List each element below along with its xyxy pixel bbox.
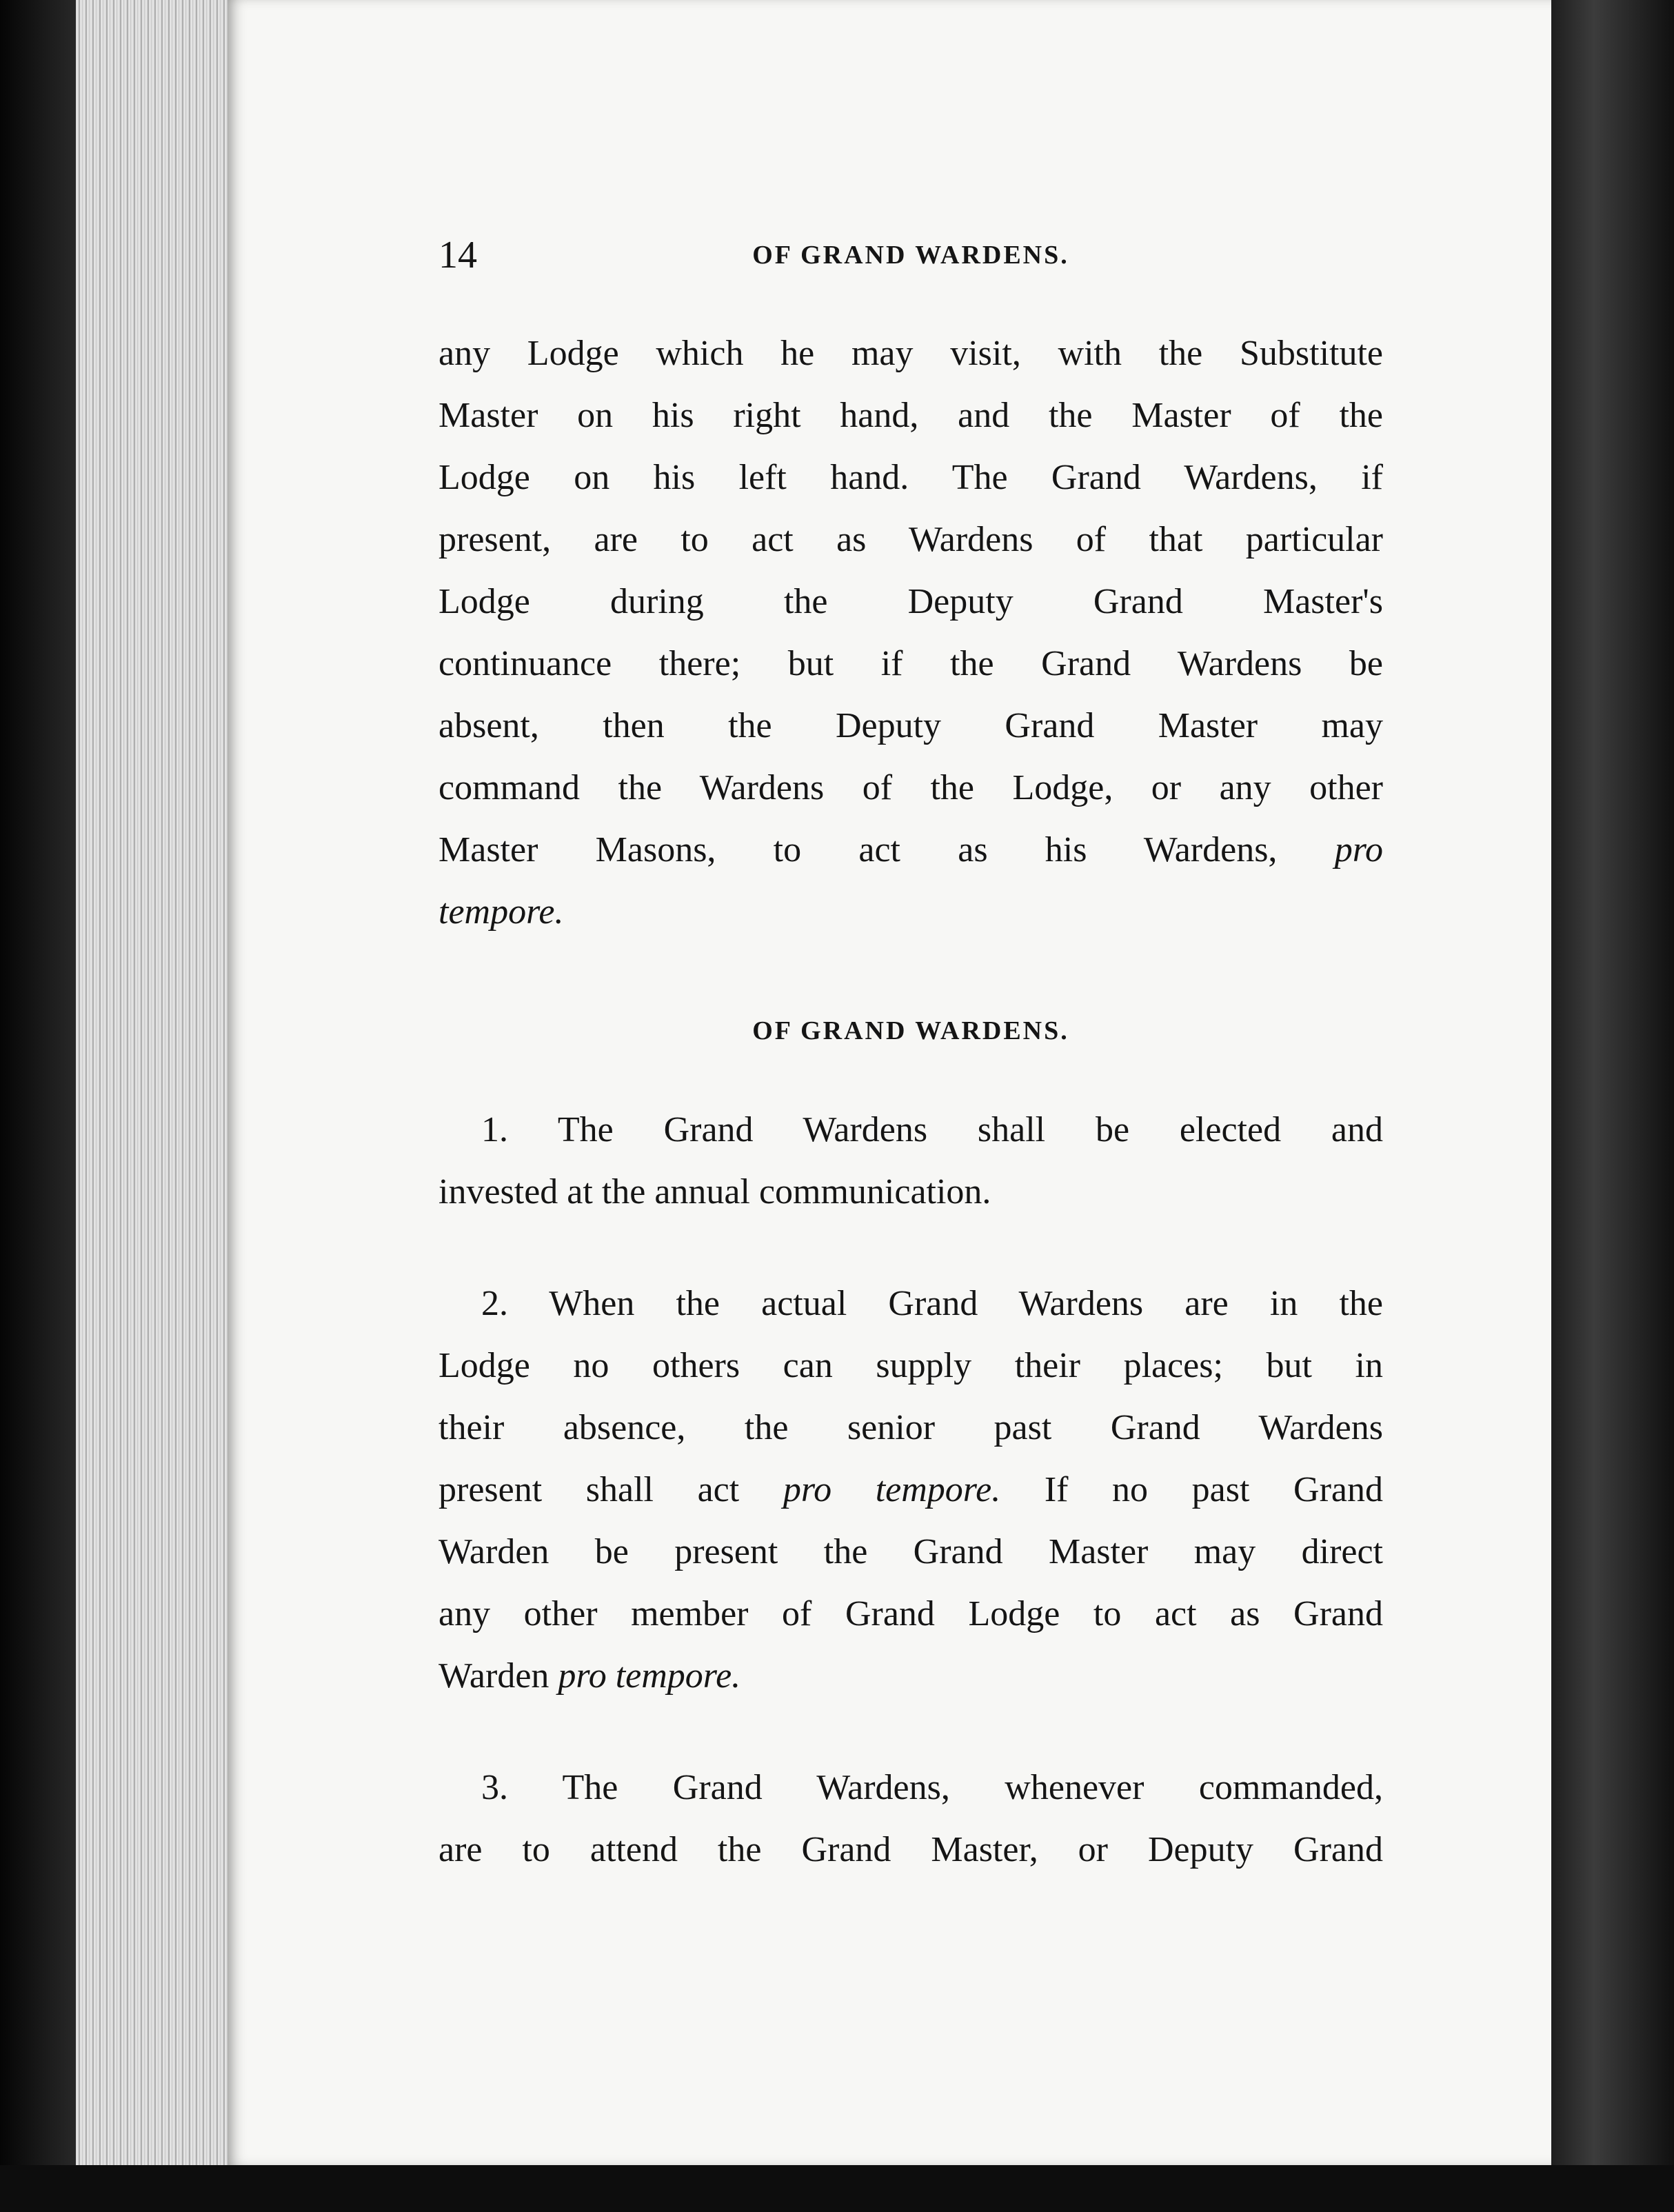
text-line: any Lodge which he may visit, with the Substitute [438, 334, 1383, 373]
section-heading: OF GRAND WARDENS. [752, 1016, 1069, 1045]
text-line: Lodge during the Deputy Grand Master's [438, 582, 1383, 621]
italic-text: pro tempore. [558, 1656, 741, 1696]
italic-text: pro tempore. [783, 1470, 1001, 1509]
text-segment: Warden [438, 1656, 549, 1696]
text-line: 2. When the actual Grand Wardens are in the [481, 1284, 1383, 1323]
text-line: continuance there; but if the Grand Wardens be [438, 644, 1383, 683]
article-2 [438, 1273, 1383, 1707]
text-line: Lodge on his left hand. The Grand Wardens, if [438, 458, 1383, 497]
text-line: Lodge no others can supply their places; but in [438, 1346, 1383, 1385]
text-line [438, 1459, 1383, 1521]
text-line: are to attend the Grand Master, or Deputy Grand [438, 1830, 1383, 1869]
running-head [438, 228, 1383, 283]
text-segment: If no past Grand [1044, 1470, 1383, 1509]
text-line: present, are to act as Wardens of that particular [438, 520, 1383, 559]
text-segment: Master Masons, to act as his Wardens, [438, 830, 1278, 869]
running-title: OF GRAND WARDENS. [752, 241, 1069, 270]
text-line: command the Wardens of the Lodge, or any other [438, 768, 1383, 807]
text-line: absent, then the Deputy Grand Master may [438, 706, 1383, 745]
page-edges [76, 0, 234, 2179]
text-segment: present shall act [438, 1470, 740, 1509]
paragraph-gap [438, 1707, 1383, 1757]
article-1 [438, 1099, 1383, 1223]
page-number: 14 [438, 234, 477, 276]
article-3 [438, 1757, 1383, 1881]
bottom-edge-shadow [0, 2165, 1674, 2212]
text-line: any other member of Grand Lodge to act as Grand [438, 1594, 1383, 1633]
text-line [438, 881, 1383, 943]
text-line [438, 1645, 1383, 1707]
paragraph-gap [438, 1223, 1383, 1273]
text-line: 1. The Grand Wardens shall be elected and [481, 1110, 1383, 1149]
page-body [438, 323, 1383, 1881]
right-binding-shadow [1551, 0, 1674, 2212]
text-line [438, 819, 1383, 881]
text-line: invested at the annual communication. [438, 1172, 991, 1211]
italic-text: tempore. [438, 892, 564, 932]
text-line: Master on his right hand, and the Master of the [438, 396, 1383, 435]
italic-text: pro [1334, 830, 1383, 869]
continuation-paragraph [438, 323, 1383, 943]
text-line: Warden be present the Grand Master may direct [438, 1532, 1383, 1571]
text-line: their absence, the senior past Grand Wardens [438, 1408, 1383, 1447]
text-line: 3. The Grand Wardens, whenever commanded, [481, 1768, 1383, 1807]
